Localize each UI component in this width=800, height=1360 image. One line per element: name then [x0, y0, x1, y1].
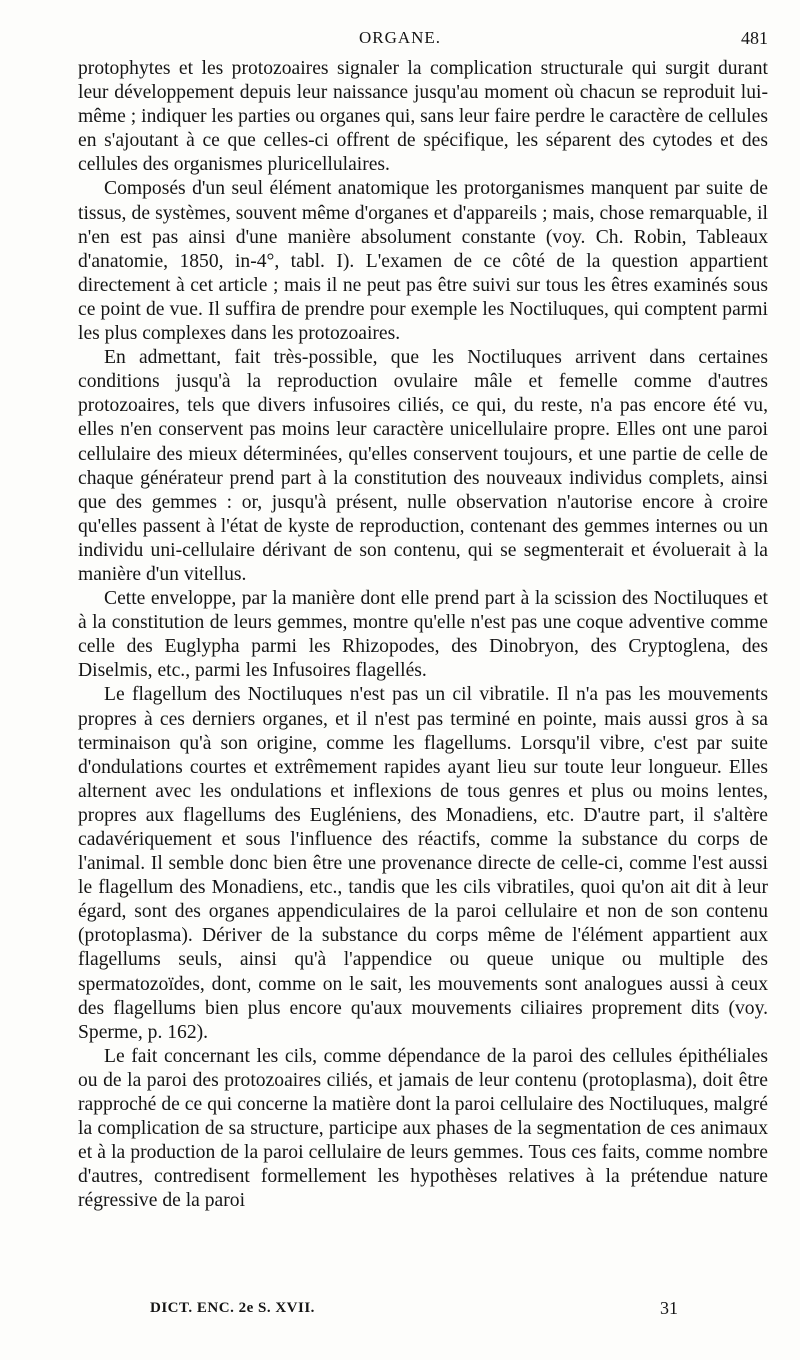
paragraph: En admettant, fait très-possible, que les Noctiluques arrivent dans certaines conditions jusqu'à la reproduction ovulaire mâle et femelle comme d'autres protozoaires, tels que divers infusoires ciliés, ce qui, du reste, n'a pas encore été vu, elles n'en conservent pas moins leur caractère unicellulaire propre. Elles ont une paroi cellulaire des mieux déterminées, qu'elles conservent toujours, et une partie de celle de chaque générateur prend part à la constitution des nouveaux individus complets, ainsi que des gemmes : or, jusqu'à présent, nulle observation n'autorise encore à croire qu'elles passent à l'état de kyste de reproduction, contenant des gemmes internes ou un individu uni-cellulaire dérivant de son contenu, qui se segmenterait et évoluerait à la manière d'un vitellus.: [78, 347, 768, 585]
paragraph: Le flagellum des Noctiluques n'est pas un cil vibratile. Il n'a pas les mouvements propres à ces derniers organes, et il n'est pas terminé en pointe, mais aussi gros à sa terminaison qu'à son origine, comme les flagellums. Lorsqu'il vibre, c'est par suite d'ondulations courtes et extrêmement rapides ayant lieu sur toute leur longueur. Elles alternent avec les ondulations et inflexions de tous genres et plus ou moins lentes, propres aux flagellums des Eugléniens, des Monadiens, etc. D'autre part, il s'altère cadavériquement et sous l'influence des réactifs, comme la substance du corps de l'animal. Il semble donc bien être une provenance directe de celle-ci, comme l'est aussi le flagellum des Monadiens, etc., tandis que les cils vibratiles, quoi qu'on ait dit à leur égard, sont des organes appendiculaires de la paroi cellulaire et non de son contenu (protoplasma). Dériver de la substance du corps même de l'élément appartient aux flagellums seuls, ainsi qu'à l'appendice ou queue unique ou multiple des spermatozoïdes, dont, comme on le sait, les mouvements sont analogues aussi à ceux des flagellums bien plus encore qu'aux mouvements ciliaires proprement dits (voy. Sperme, p. 162).: [78, 684, 768, 1043]
paragraph: Cette enveloppe, par la manière dont elle prend part à la scission des Noctiluques et à la constitution de leurs gemmes, montre qu'elle n'est pas une coque adventive comme celle des Euglypha parmi les Rhizopodes, des Dinobryon, des Cryptoglena, des Diselmis, etc., parmi les Infusoires flagellés.: [78, 588, 768, 682]
page-number: 481: [741, 28, 768, 48]
sheet-number: 31: [660, 1298, 678, 1318]
printer-signature: DICT. ENC. 2e S. XVII.: [150, 1300, 315, 1316]
body-text: [78, 57, 768, 1214]
paragraph: Composés d'un seul élément anatomique les protorganismes manquent par suite de tissus, de systèmes, souvent même d'organes et d'appareils ; mais, chose remarquable, il n'en est pas ainsi d'une manière absolument constante (voy. Ch. Robin, Tableaux d'anatomie, 1850, in-4°, tabl. I). L'examen de ce côté de la question appartient directement à cet article ; mais il ne peut pas être suivi sur tous les êtres examinés sous ce point de vue. Il suffira de prendre pour exemple les Noctiluques, qui comptent parmi les plus complexes dans les protozoaires.: [78, 178, 768, 345]
paragraph: protophytes et les protozoaires signaler la complication structurale qui surgit durant leur développement depuis leur naissance jusqu'au moment où chacun se reproduit lui-même ; indiquer les parties ou organes qui, sans leur faire perdre le caractère de cellules en s'ajoutant à ce que celles-ci offrent de spécifique, les séparent des cytodes et des cellules des organismes pluricellulaires.: [78, 58, 768, 176]
page-footer: [0, 1300, 800, 1330]
running-title: ORGANE.: [358, 28, 442, 47]
running-head: [0, 28, 800, 54]
paragraph: Le fait concernant les cils, comme dépendance de la paroi des cellules épithéliales ou de la paroi des protozoaires ciliés, et jamais de leur contenu (protoplasma), doit être rapproché de ce qui concerne la matière dont la paroi cellulaire des Noctiluques, malgré la complication de sa structure, participe aux phases de la segmentation de ces animaux et à la production de la paroi cellulaire de leurs gemmes. Tous ces faits, comme nombre d'autres, contredisent formellement les hypothèses relatives à la prétendue nature régressive de la paroi: [78, 1045, 768, 1212]
